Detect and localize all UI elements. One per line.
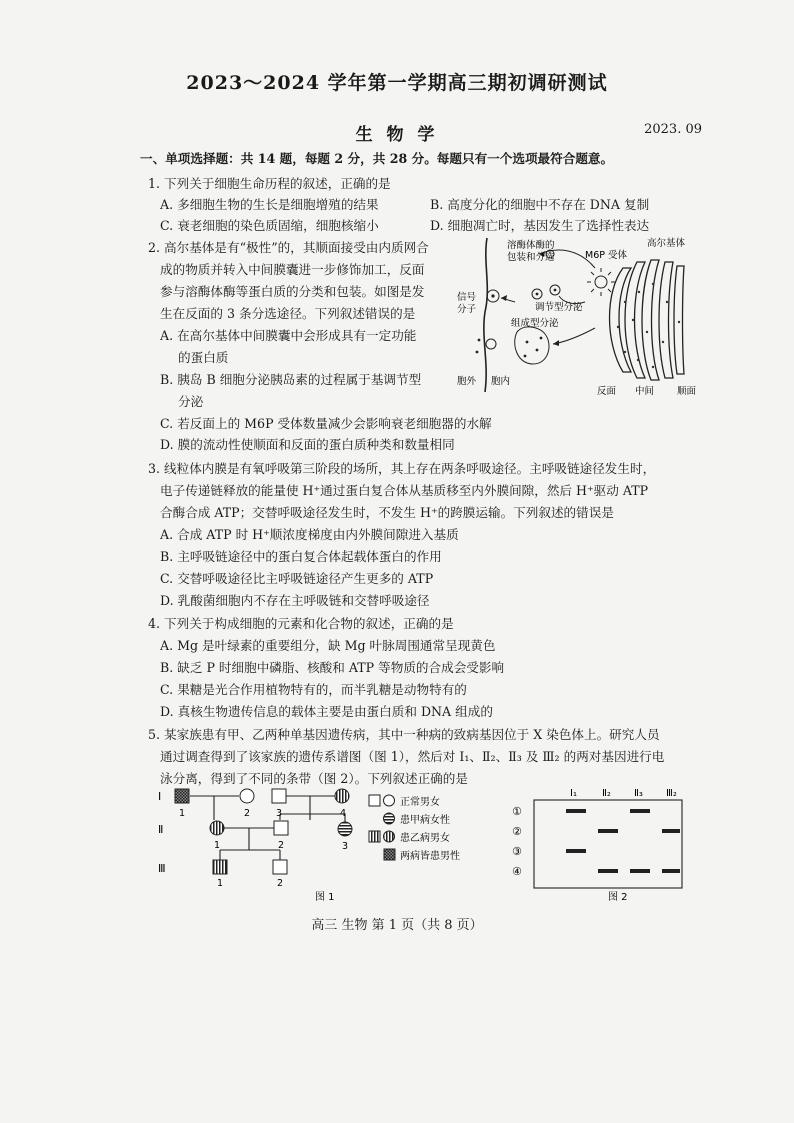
num-III2: 2 <box>277 878 284 889</box>
pedigree-III2 <box>273 860 287 874</box>
figure1-caption: 图 1 <box>315 892 335 903</box>
q3-option-d: D. 乳酸菌细胞内不存在主呼吸链和交替呼吸途径 <box>160 593 430 608</box>
legend-both-male <box>384 849 395 860</box>
gen-label-III: Ⅲ <box>158 862 166 875</box>
label-signal-1: 信号 <box>457 292 477 303</box>
q5-stem-line3: 泳分离，得到了不同的条带（图 2）。下列叙述正确的是 <box>160 771 468 786</box>
q3-stem-line1: 3. 线粒体内膜是有氧呼吸第三阶段的场所，其上存在两条呼吸途径。主呼吸链途径发生时， <box>148 461 656 476</box>
page-footer: 高三 生物 第 1 页（共 8 页） <box>311 918 483 933</box>
band-III2-row4 <box>662 869 680 873</box>
figure2-caption: 图 2 <box>608 892 628 903</box>
legend-yi-male <box>369 831 380 842</box>
label-m6p: M6P 受体 <box>585 250 627 261</box>
band-II3-row1 <box>630 809 650 813</box>
q5-stem-line1: 5. 某家族患有甲、乙两种单基因遗传病，其中一种病的致病基因位于 X 染色体上。研究人员 <box>148 727 660 742</box>
q1-option-c: C. 衰老细胞的染色质固缩，细胞核缩小 <box>160 218 379 233</box>
legend-both-label: 两病皆患男性 <box>400 851 460 862</box>
q3-option-b: B. 主呼吸链途径中的蛋白复合体起载体蛋白的作用 <box>160 549 442 564</box>
q2-option-c: C. 若反面上的 M6P 受体数量减少会影响衰老细胞器的水解 <box>160 416 492 431</box>
legend-jia-label: 患甲病女性 <box>400 815 450 826</box>
golgi-diagram <box>455 232 703 400</box>
exam-date: 2023. 09 <box>644 122 702 137</box>
q2-stem-line1: 2. 高尔基体是有“极性”的，其顺面接受由内质网合 <box>148 240 429 255</box>
pedigree-I3 <box>272 789 286 803</box>
band-II3-row4 <box>630 869 650 873</box>
num-I2: 2 <box>244 808 251 819</box>
pedigree-chart <box>150 786 370 906</box>
label-outside: 胞外 <box>457 376 477 387</box>
legend-normal-female <box>384 795 395 806</box>
secretory-granule <box>515 327 549 364</box>
q2-stem-line4: 生在反面的 3 条分选途径。下列叙述错误的是 <box>160 306 416 321</box>
lane-label-3: Ⅱ₃ <box>634 788 643 799</box>
q4-option-a: A. Mg 是叶绿素的重要组分，缺 Mg 叶脉周围通常呈现黄色 <box>160 638 496 653</box>
band-I1-row3 <box>566 849 586 853</box>
label-trans-face: 反面 <box>597 386 617 397</box>
pedigree-II3 <box>338 822 352 836</box>
num-I4: 4 <box>340 808 347 819</box>
exam-title: 2023～2024 学年第一学期高三期初调研测试 <box>186 72 608 94</box>
num-II3: 3 <box>342 841 349 852</box>
q2-option-b-line2: 分泌 <box>178 394 204 409</box>
row-label-1: ① <box>512 805 522 818</box>
pedigree-legend <box>368 792 488 872</box>
legend-jia-female <box>384 813 395 824</box>
pathway-arrows <box>501 250 595 344</box>
legend-normal-label: 正常男女 <box>400 797 440 808</box>
pedigree-I4 <box>335 789 349 803</box>
q1-option-a: A. 多细胞生物的生长是细胞增殖的结果 <box>160 197 379 212</box>
q3-option-a: A. 合成 ATP 时 H⁺顺浓度梯度由内外膜间隙进入基质 <box>160 527 459 542</box>
lane-label-1: Ⅰ₁ <box>570 788 577 799</box>
row-label-2: ② <box>512 825 522 838</box>
pedigree-III1 <box>213 860 227 874</box>
label-regulated: 调节型分泌 <box>535 302 583 313</box>
row-label-3: ③ <box>512 845 522 858</box>
pedigree-I2 <box>240 789 254 803</box>
q5-stem-line2: 通过调查得到了该家族的遗传系谱图（图 1），然后对 Ⅰ₁、Ⅱ₂、Ⅱ₃ 及 Ⅲ₂ 的两对基因进行电 <box>160 749 665 764</box>
q4-option-c: C. 果糖是光合作用植物特有的，而半乳糖是动物特有的 <box>160 682 467 697</box>
num-I3: 3 <box>276 808 283 819</box>
pedigree-II1 <box>210 821 224 835</box>
label-lysosome: 溶酶体酶的 <box>507 240 555 251</box>
band-II2-row2 <box>598 829 618 833</box>
m6p-receptor-icon <box>587 268 615 296</box>
q4-option-d: D. 真核生物遗传信息的载体主要是由蛋白质和 DNA 组成的 <box>160 704 493 719</box>
row-label-4: ④ <box>512 865 522 878</box>
legend-yi-label: 患乙病男女 <box>400 833 450 844</box>
num-III1: 1 <box>217 878 224 889</box>
q4-option-b: B. 缺乏 P 时细胞中磷脂、核酸和 ATP 等物质的合成会受影响 <box>160 660 505 675</box>
q1-option-b: B. 高度分化的细胞中不存在 DNA 复制 <box>430 197 650 212</box>
num-II2: 2 <box>278 840 285 851</box>
q3-stem-line2: 电子传递链释放的能量使 H⁺通过蛋白复合体从基质移至内外膜间隙，然后 H⁺驱动 ATP <box>160 483 649 498</box>
band-II2-row4 <box>598 869 618 873</box>
q2-option-a-line1: A. 在高尔基体中间膜囊中会形成具有一定功能 <box>160 328 417 343</box>
section-heading: 一、单项选择题：共 14 题，每题 2 分，共 28 分。每题只有一个选项最符合题意。 <box>140 151 614 166</box>
pedigree-I1 <box>175 789 189 803</box>
gen-label-I: Ⅰ <box>158 790 162 803</box>
pedigree-II2 <box>274 821 288 835</box>
num-II1: 1 <box>214 840 221 851</box>
band-III2-row2 <box>662 829 680 833</box>
q4-stem: 4. 下列关于构成细胞的元素和化合物的叙述，正确的是 <box>148 616 454 631</box>
q2-option-a-line2: 的蛋白质 <box>178 350 229 365</box>
legend-normal-male <box>369 795 380 806</box>
label-signal-2: 分子 <box>457 304 477 315</box>
label-inside: 胞内 <box>491 376 511 387</box>
golgi-stack <box>610 260 685 380</box>
cell-membrane <box>484 238 487 392</box>
lane-label-4: Ⅲ₂ <box>666 788 677 799</box>
q2-option-d: D. 膜的流动性使顺面和反面的蛋白质种类和数量相同 <box>160 437 455 452</box>
gen-label-II: Ⅱ <box>158 823 164 836</box>
label-golgi: 高尔基体 <box>647 238 686 249</box>
q3-option-c: C. 交替呼吸途径比主呼吸链途径产生更多的 ATP <box>160 571 434 586</box>
band-I1-row1 <box>566 809 586 813</box>
electrophoresis-gel <box>508 786 688 906</box>
q3-stem-line3: 合酶合成 ATP；交替呼吸途径发生时，不发生 H⁺的跨膜运输。下列叙述的错误是 <box>160 505 614 520</box>
gel-frame <box>534 800 682 888</box>
label-cis-face: 顺面 <box>677 386 697 397</box>
q2-stem-line3: 参与溶酶体酶等蛋白质的分类和包装。如图是发 <box>160 284 425 299</box>
q2-stem-line2: 成的物质并转入中间膜囊进一步修饰加工，反面 <box>160 262 425 277</box>
q1-stem: 1. 下列关于细胞生命历程的叙述，正确的是 <box>148 176 391 191</box>
label-lysosome-2: 包装和分选 <box>507 252 555 263</box>
q1-option-d: D. 细胞凋亡时，基因发生了选择性表达 <box>430 218 650 233</box>
subject-title: 生 物 学 <box>355 125 439 145</box>
legend-yi-female <box>384 831 395 842</box>
lane-label-2: Ⅱ₂ <box>602 788 611 799</box>
label-constitutive: 组成型分泌 <box>511 318 559 329</box>
num-I1: 1 <box>179 808 186 819</box>
q2-option-b-line1: B. 胰岛 B 细胞分泌胰岛素的过程属于基调节型 <box>160 372 422 387</box>
label-medial: 中间 <box>635 386 655 397</box>
